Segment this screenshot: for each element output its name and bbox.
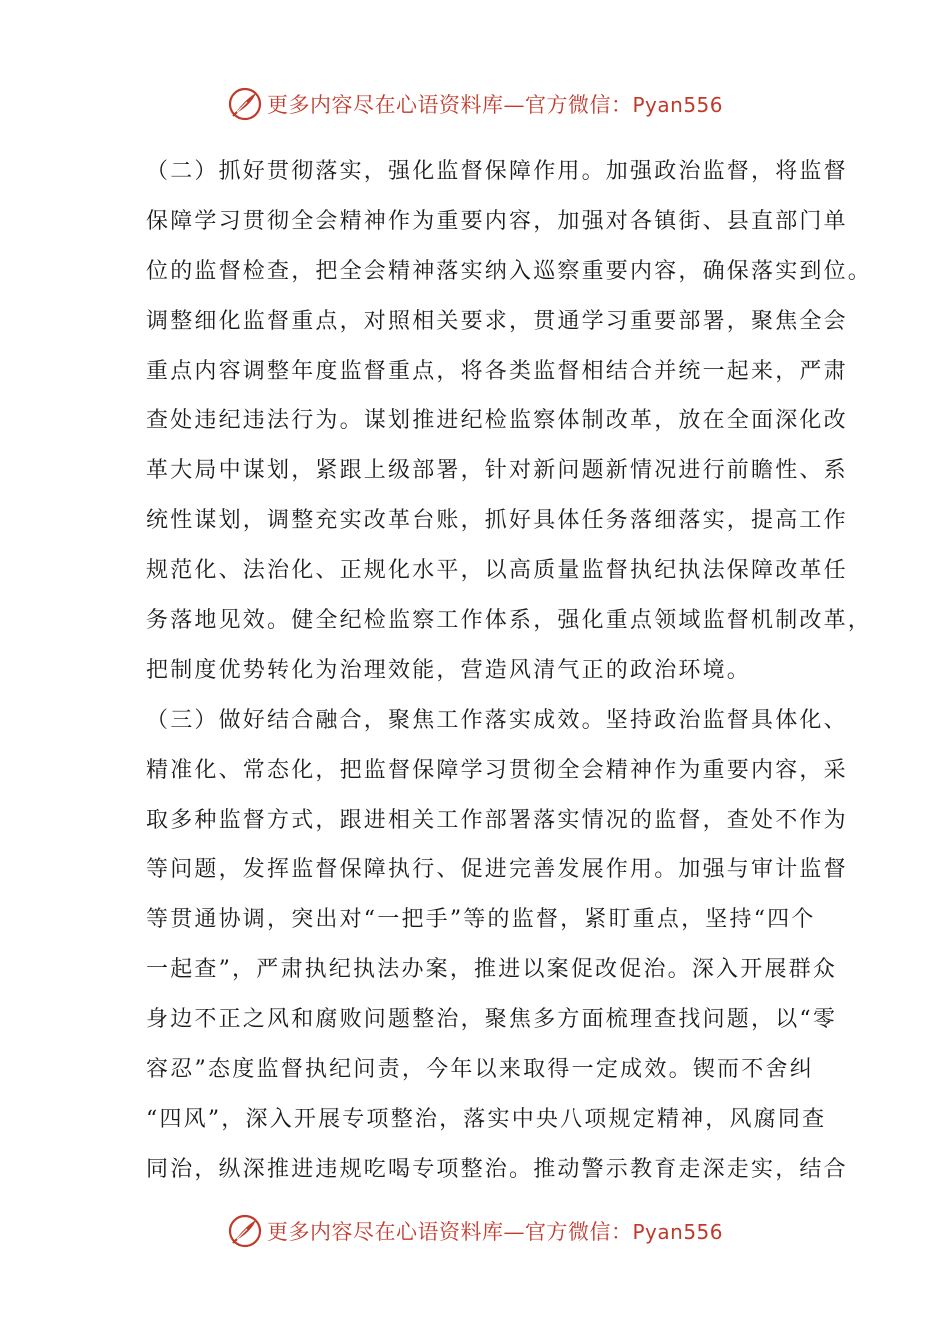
body-line: 位的监督检查，把全会精神落实纳入巡察重要内容，确保落实到位。 — [146, 258, 873, 284]
pen-feather-logo-icon — [227, 86, 263, 122]
header-watermark-banner — [0, 84, 950, 124]
watermark-wechat-label: 官方微信： — [524, 1220, 633, 1244]
watermark-wechat-id: Pyan556 — [632, 93, 723, 117]
body-line: （二）抓好贯彻落实，强化监督保障作用。加强政治监督，将监督 — [146, 159, 848, 184]
watermark-dash: — — [503, 93, 525, 117]
body-line: 保障学习贯彻全会精神作为重要内容，加强对各镇街、县直部门单 — [146, 208, 848, 234]
body-line: 同治，纵深推进违规吃喝专项整治。推动警示教育走深走实，结合 — [146, 1156, 848, 1182]
body-line: 统性谋划，调整充实改革台账，抓好具体任务落细落实，提高工作 — [146, 508, 848, 534]
footer-watermark-banner — [0, 1211, 950, 1251]
watermark-wechat-label: 官方微信： — [524, 93, 633, 117]
body-line: 重点内容调整年度监督重点，将各类监督相结合并统一起来，严肃 — [146, 358, 848, 384]
body-line: 一起查”，严肃执纪执法办案，推进以案促改促治。深入开展群众 — [146, 957, 838, 983]
body-line: 务落地见效。健全纪检监察工作体系，强化重点领域监督机制改革， — [146, 608, 873, 634]
watermark-text — [267, 1216, 723, 1246]
document-body — [146, 147, 873, 1195]
body-line: 等问题，发挥监督保障执行、促进完善发展作用。加强与审计监督 — [146, 857, 848, 883]
body-line: 容忍”态度监督执纪问责，今年以来取得一定成效。锲而不舍纠 — [146, 1057, 814, 1083]
watermark-text — [267, 89, 723, 119]
watermark-brand: 更多内容尽在心语资料库 — [266, 1220, 504, 1244]
body-line-paragraph-end: 把制度优势转化为治理效能，营造风清气正的政治环境。 — [146, 657, 752, 683]
body-line: 革大局中谋划，紧跟上级部署，针对新问题新情况进行前瞻性、系 — [146, 458, 848, 484]
watermark-dash: — — [503, 1220, 525, 1244]
body-line: 身边不正之风和腐败问题整治，聚焦多方面梳理查找问题，以“零 — [146, 1007, 838, 1033]
body-line: 规范化、法治化、正规化水平，以高质量监督执纪执法保障改革任 — [146, 558, 848, 584]
body-line: 调整细化监督重点，对照相关要求，贯通学习重要部署，聚焦全会 — [146, 308, 848, 334]
pen-feather-logo-icon — [227, 1213, 263, 1249]
watermark-wechat-id: Pyan556 — [632, 1220, 723, 1244]
body-line: 取多种监督方式，跟进相关工作部署落实情况的监督，查处不作为 — [146, 807, 848, 833]
body-line: “四风”，深入开展专项整治，落实中央八项规定精神，风腐同查 — [146, 1106, 827, 1132]
watermark-brand: 更多内容尽在心语资料库 — [266, 93, 504, 117]
body-line: （三）做好结合融合，聚焦工作落实成效。坚持政治监督具体化、 — [146, 707, 848, 733]
body-line: 查处违纪违法行为。谋划推进纪检监察体制改革，放在全面深化改 — [146, 408, 848, 434]
body-line: 等贯通协调，突出对“一把手”等的监督，紧盯重点，坚持“四个 — [146, 907, 816, 933]
body-line: 精准化、常态化，把监督保障学习贯彻全会精神作为重要内容，采 — [146, 757, 848, 783]
